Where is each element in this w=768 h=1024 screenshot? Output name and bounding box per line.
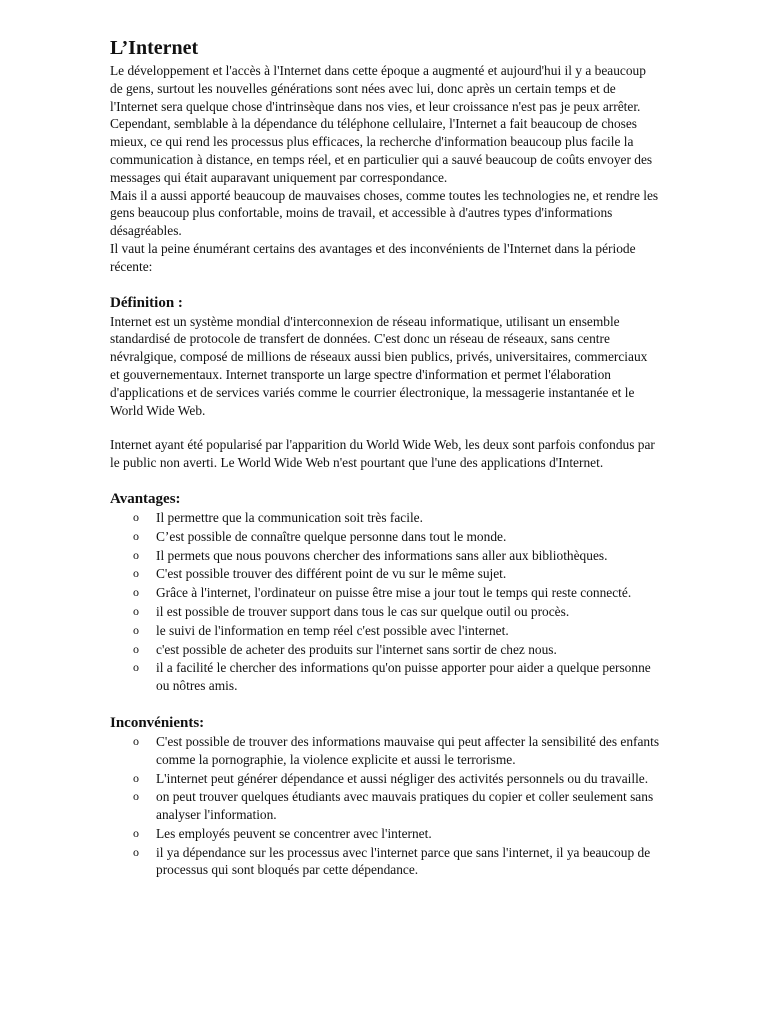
definition-paragraph: Internet ayant été popularisé par l'apparition du World Wide Web, les deux sont parfois confondus par le public non averti. Le World Wide Web n'est pourtant que l'une des applications d'Internet. bbox=[110, 437, 655, 471]
list-item bbox=[110, 547, 660, 565]
list-item-text: C'est possible de trouver des informations mauvaise qui peut affecter la sensibilité des enfants comme la pornographie, la violence explicite et aussi le terrorisme. bbox=[156, 733, 660, 767]
list-item-text: Il permets que nous pouvons chercher des informations sans aller aux bibliothèques. bbox=[156, 547, 608, 563]
avantages-list bbox=[110, 509, 660, 695]
bullet-icon: o bbox=[133, 528, 139, 543]
list-item-text: L'internet peut générer dépendance et aussi négliger des activités personnels ou du travaille. bbox=[156, 770, 649, 786]
intro-paragraph: Le développement et l'accès à l'Internet dans cette époque a augmenté et aujourd'hui il y a beaucoup de gens, surtout les nouvelles générations sont nées avec lui, donc après un certain temps et de l'Internet sera quelque chose d'intrinsèque dans nos vies, et leur croissance n'est pas je peux arrêter. bbox=[110, 63, 646, 114]
list-item bbox=[110, 641, 660, 659]
inconvenients-list bbox=[110, 733, 660, 879]
list-item-text: le suivi de l'information en temp réel c'est possible avec l'internet. bbox=[156, 622, 509, 638]
inconvenients-heading: Inconvénients: bbox=[110, 714, 205, 731]
list-item bbox=[110, 584, 660, 602]
bullet-icon: o bbox=[133, 844, 139, 859]
bullet-icon: o bbox=[133, 660, 139, 675]
list-item bbox=[110, 825, 660, 843]
list-item-text: c'est possible de acheter des produits sur l'internet sans sortir de chez nous. bbox=[156, 641, 557, 657]
list-item-text: il est possible de trouver support dans tous le cas sur quelque outil ou procès. bbox=[156, 603, 570, 619]
list-item bbox=[110, 733, 660, 769]
bullet-icon: o bbox=[133, 585, 139, 600]
bullet-icon: o bbox=[133, 789, 139, 804]
document-title: L’Internet bbox=[110, 37, 199, 59]
bullet-icon: o bbox=[133, 622, 139, 637]
list-item bbox=[110, 844, 660, 880]
list-item bbox=[110, 659, 660, 695]
bullet-icon: o bbox=[133, 825, 139, 840]
intro-paragraph: Il vaut la peine énumérant certains des avantages et des inconvénients de l'Internet dans la période récente: bbox=[110, 240, 636, 274]
list-item bbox=[110, 788, 660, 824]
bullet-icon: o bbox=[133, 603, 139, 618]
bullet-icon: o bbox=[133, 547, 139, 562]
definition-heading: Définition : bbox=[110, 294, 183, 311]
list-item-text: C’est possible de connaître quelque personne dans tout le monde. bbox=[156, 528, 507, 544]
bullet-icon: o bbox=[133, 733, 139, 748]
list-item bbox=[110, 622, 660, 640]
list-item-text: C'est possible trouver des différent point de vu sur le même sujet. bbox=[156, 566, 507, 582]
list-item-text: il ya dépendance sur les processus avec l'internet parce que sans l'internet, il ya beaucoup de processus qui sont bloqués par cette dépendance. bbox=[156, 844, 651, 878]
bullet-icon: o bbox=[133, 509, 139, 524]
list-item-text: Les employés peuvent se concentrer avec l'internet. bbox=[156, 825, 432, 841]
list-item-text: Grâce à l'internet, l'ordinateur on puisse être mise a jour tout le temps qui reste connecté. bbox=[156, 585, 632, 601]
document-body bbox=[110, 36, 660, 880]
intro-paragraph: Cependant, semblable à la dépendance du téléphone cellulaire, l'Internet a fait beaucoup de choses mieux, ce qui rend les processus plus efficaces, la recherche d'information beaucoup plus facile la communication à distance, en temps réel, et en particulier qui a sauvé beaucoup de coûts envoyer des messages qui était auparavant uniquement par correspondance. bbox=[110, 116, 653, 185]
list-item bbox=[110, 770, 660, 788]
avantages-heading: Avantages: bbox=[110, 490, 181, 507]
definition-paragraph: Internet est un système mondial d'interconnexion de réseau informatique, utilisant un ensemble standardisé de protocole de transfert de données. C'est donc un réseau de réseaux, sans centre névralgique, composé de millions de réseaux aussi bien publics, privés, universitaires, commerciaux et gouvernementaux. Internet transporte un large spectre d'information et permet l'élaboration d'applications et de services variés comme le courrier électronique, la messagerie instantanée et le World Wide Web. bbox=[110, 313, 648, 418]
bullet-icon: o bbox=[133, 641, 139, 656]
list-item bbox=[110, 528, 660, 546]
list-item bbox=[110, 565, 660, 583]
bullet-icon: o bbox=[133, 770, 139, 785]
list-item bbox=[110, 509, 660, 527]
list-item bbox=[110, 603, 660, 621]
intro-paragraph: Mais il a aussi apporté beaucoup de mauvaises choses, comme toutes les technologies ne, et rendre les gens beaucoup plus confortable, moins de travail, et accessible à d'autres types d'informations désagréables. bbox=[110, 187, 659, 239]
list-item-text: on peut trouver quelques étudiants avec mauvais pratiques du copier et coller seulement sans analyser l'information. bbox=[156, 789, 654, 823]
bullet-icon: o bbox=[133, 566, 139, 581]
list-item-text: Il permettre que la communication soit très facile. bbox=[156, 509, 423, 525]
list-item-text: il a facilité le chercher des informations qu'on puisse apporter pour aider a quelque personne ou nôtres amis. bbox=[156, 660, 651, 694]
